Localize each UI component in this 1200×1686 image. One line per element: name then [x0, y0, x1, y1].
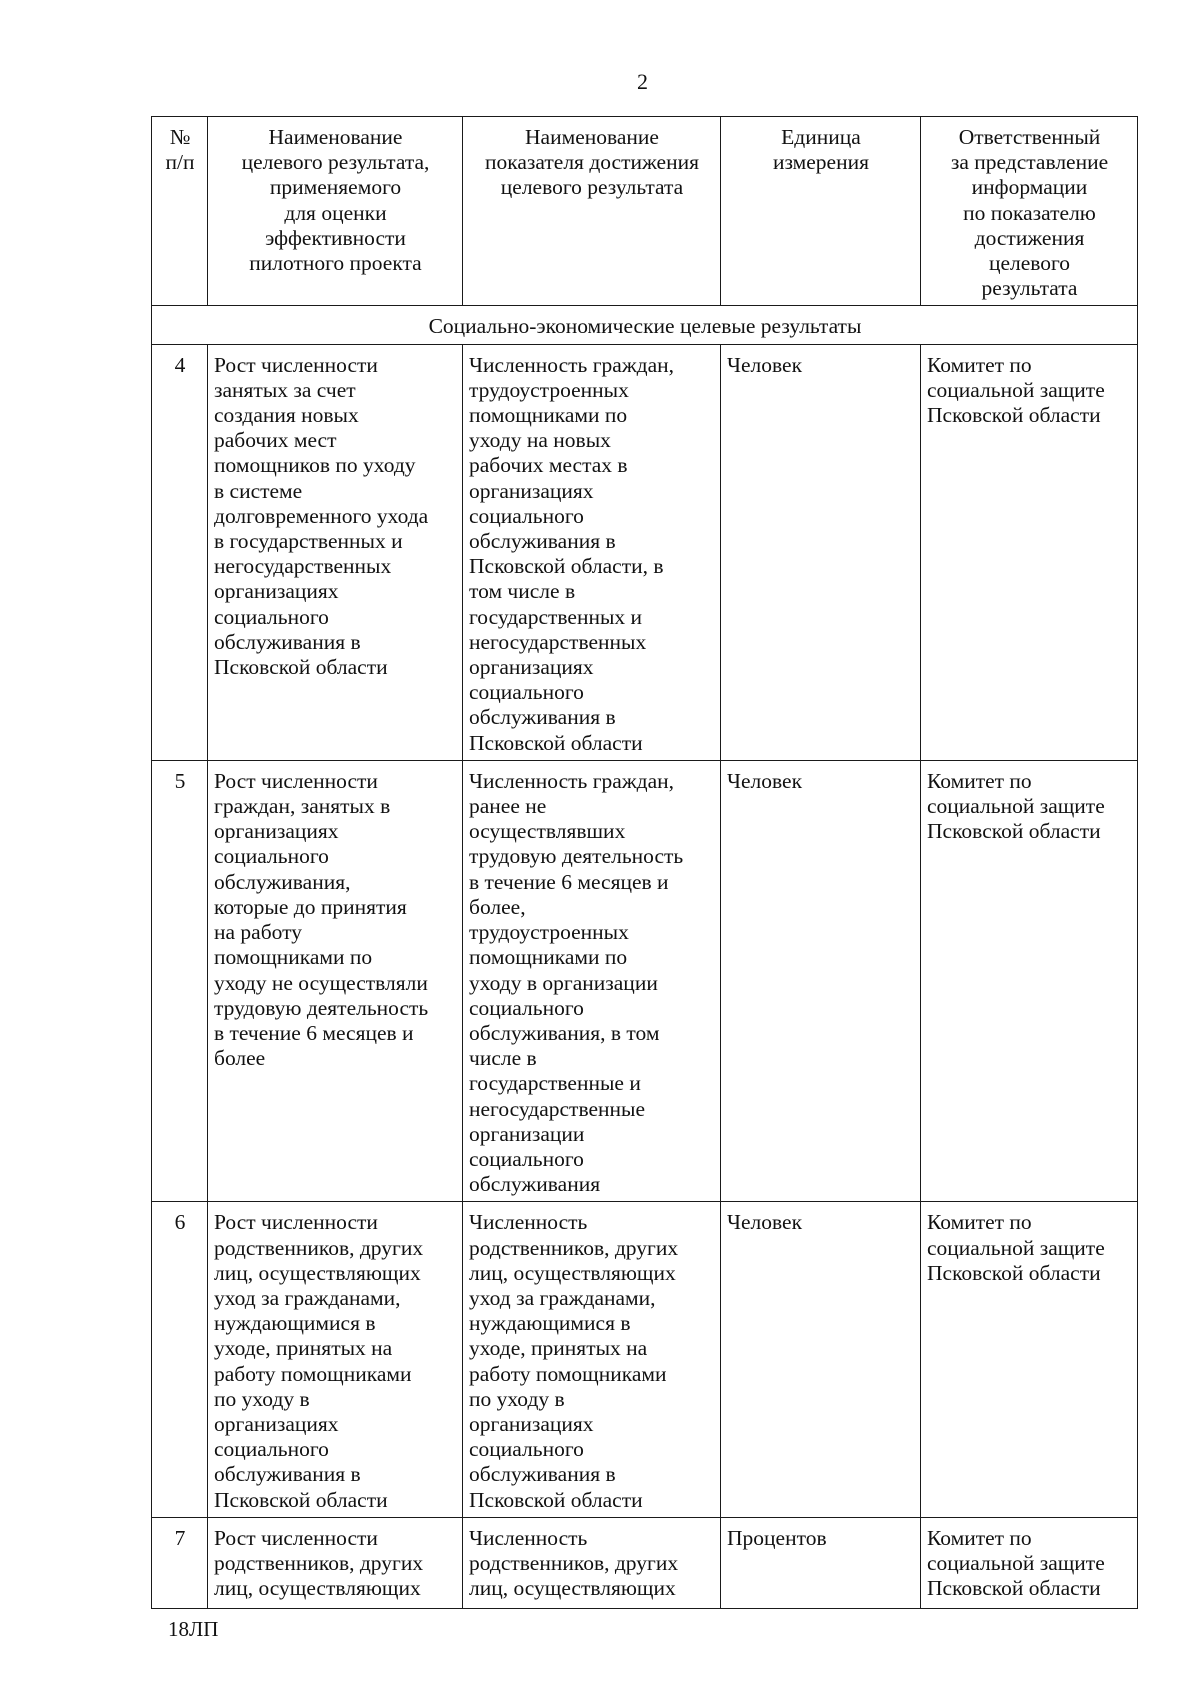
- row-num: 7: [152, 1517, 208, 1608]
- row-num: 6: [152, 1202, 208, 1517]
- table-row: [152, 344, 1138, 760]
- header-unit: Единица измерения: [721, 117, 921, 306]
- document-code: 18ЛП: [168, 1617, 219, 1641]
- section-row: [152, 306, 1138, 344]
- row-target-result: Рост численности занятых за счет создания новых рабочих мест помощников по уходу в системе долговременного ухода в государственных и негосударственных организациях социального обслуживания в Псковской области: [208, 344, 463, 760]
- row-responsible: Комитет по социальной защите Псковской области: [921, 760, 1138, 1201]
- row-responsible: Комитет по социальной защите Псковской области: [921, 1202, 1138, 1517]
- section-title: Социально-экономические целевые результаты: [152, 306, 1138, 344]
- row-target-result: Рост численности граждан, занятых в организациях социального обслуживания, которые до принятия на работу помощниками по уходу не осуществляли трудовую деятельность в течение 6 месяцев и более: [208, 760, 463, 1201]
- header-target-result: Наименование целевого результата, применяемого для оценки эффективности пилотного проекта: [208, 117, 463, 306]
- row-num: 5: [152, 760, 208, 1201]
- row-target-result: Рост численности родственников, других лиц, осуществляющих: [208, 1517, 463, 1608]
- row-unit: Человек: [721, 760, 921, 1201]
- page-number: 2: [637, 69, 648, 94]
- row-indicator: Численность граждан, трудоустроенных помощниками по уходу на новых рабочих местах в организациях социального обслуживания в Псковской области, в том числе в государственных и негосударственных организациях социального обслуживания в Псковской области: [463, 344, 721, 760]
- row-unit: Процентов: [721, 1517, 921, 1608]
- header-num: № п/п: [152, 117, 208, 306]
- header-responsible: Ответственный за представление информации по показателю достижения целевого результата: [921, 117, 1138, 306]
- header-indicator: Наименование показателя достижения целевого результата: [463, 117, 721, 306]
- row-indicator: Численность граждан, ранее не осуществлявших трудовую деятельность в течение 6 месяцев и более, трудоустроенных помощниками по уходу в организации социального обслуживания, в том числе в государственные и негосударственные организации социального обслуживания: [463, 760, 721, 1201]
- row-target-result: Рост численности родственников, других лиц, осуществляющих уход за гражданами, нуждающимися в уходе, принятых на работу помощниками по уходу в организациях социального обслуживания в Псковской области: [208, 1202, 463, 1517]
- targets-table: [151, 116, 1138, 1609]
- row-unit: Человек: [721, 1202, 921, 1517]
- row-indicator: Численность родственников, других лиц, осуществляющих уход за гражданами, нуждающимися в уходе, принятых на работу помощниками по уходу в организациях социального обслуживания в Псковской области: [463, 1202, 721, 1517]
- row-responsible: Комитет по социальной защите Псковской области: [921, 1517, 1138, 1608]
- row-num: 4: [152, 344, 208, 760]
- table-row: [152, 1517, 1138, 1608]
- row-responsible: Комитет по социальной защите Псковской области: [921, 344, 1138, 760]
- table-header-row: [152, 117, 1138, 306]
- row-unit: Человек: [721, 344, 921, 760]
- table-row: [152, 1202, 1138, 1517]
- table-row: [152, 760, 1138, 1201]
- row-indicator: Численность родственников, других лиц, осуществляющих: [463, 1517, 721, 1608]
